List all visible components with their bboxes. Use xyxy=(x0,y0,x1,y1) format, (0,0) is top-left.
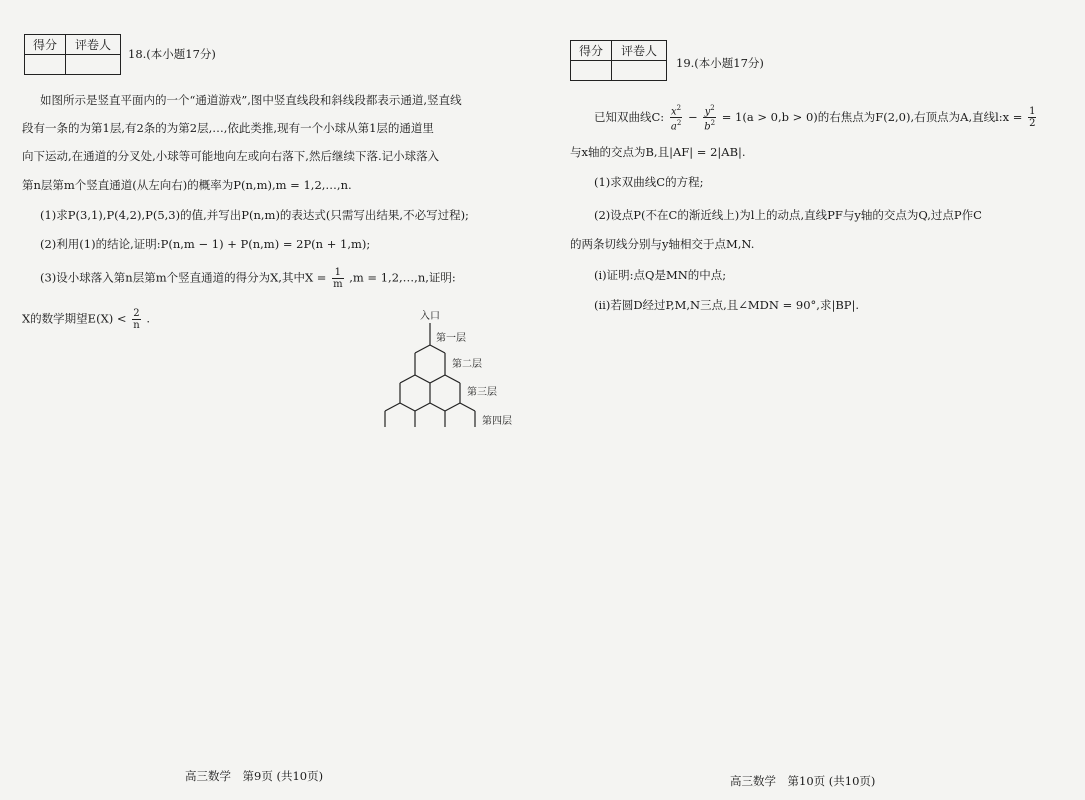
q18-part-3-conclusion xyxy=(22,308,150,331)
q19-part-1: (1)求双曲线C的方程; xyxy=(594,175,704,189)
score-cell xyxy=(25,55,66,75)
q19-intro-text-b: = 1(a > 0,b > 0)的右焦点为F(2,0),右顶点为A,直线l:x = xyxy=(721,109,1023,124)
minus-sign: − xyxy=(687,109,698,124)
q18-part-2: (2)利用(1)的结论,证明:P(n,m − 1) + P(n,m) = 2P(n + 1,m); xyxy=(40,237,371,251)
fraction-denominator: $b^2$ xyxy=(704,119,716,133)
q19-part-2-line-2: 的两条切线分别与y轴相交于点M,N. xyxy=(570,237,755,251)
q19-intro-text-a: 已知双曲线C: xyxy=(594,109,665,124)
q18-part-1: (1)求P(3,1),P(4,2),P(5,3)的值,并写出P(n,m)的表达式(只需写出结果,不必写过程); xyxy=(40,208,469,222)
grader-cell xyxy=(612,61,667,81)
q18-part-3-text-c: X的数学期望E(X) < xyxy=(22,311,127,326)
fraction-2-over-n xyxy=(132,308,140,331)
left-page-footer: 高三数学 第9页 (共10页) xyxy=(185,769,324,783)
grader-header: 评卷人 xyxy=(66,35,121,55)
fraction-numerator: 1 xyxy=(332,267,343,279)
layer-4-label: 第四层 xyxy=(482,416,512,427)
q19-intro-line-1 xyxy=(594,103,1038,133)
fraction-numerator: 2 xyxy=(133,308,140,319)
left-score-table xyxy=(24,34,121,75)
fraction-denominator: 2 xyxy=(1029,118,1036,130)
q18-paragraph-line-2: 段有一条的为第1层,有2条的为第2层,…,依此类推,现有一个小球从第1层的通道里 xyxy=(22,121,434,135)
layer-2-label: 第二层 xyxy=(452,359,482,370)
q19-part-2-i: (ⅰ)证明:点Q是MN的中点; xyxy=(594,268,727,282)
fraction-numerator: $x^2$ xyxy=(671,104,682,118)
right-score-table xyxy=(570,40,667,81)
period: . xyxy=(146,311,150,326)
q18-paragraph-line-1: 如图所示是竖直平面内的一个“通道游戏”,图中竖直线段和斜线段都表示通道,竖直线 xyxy=(40,93,462,107)
layer-3-label: 第三层 xyxy=(467,387,497,398)
fraction-numerator: $y^2$ xyxy=(704,104,715,118)
score-cell xyxy=(571,61,612,81)
score-header: 得分 xyxy=(25,35,66,55)
fraction-1-over-m xyxy=(332,267,343,290)
question-19-title: 19.(本小题17分) xyxy=(676,56,764,70)
q19-intro-line-2: 与x轴的交点为B,且|AF| = 2|AB|. xyxy=(570,145,746,159)
fraction-denominator: n xyxy=(133,320,140,331)
layer-1-label: 第一层 xyxy=(436,333,466,344)
fraction-one-half xyxy=(1028,106,1036,129)
question-18-title: 18.(本小题17分) xyxy=(128,47,216,61)
fraction-x2-over-a2 xyxy=(670,103,682,133)
q19-part-2-ii: (ⅱ)若圆D经过P,M,N三点,且∠MDN = 90°,求|BP|. xyxy=(594,298,860,312)
fraction-numerator: 1 xyxy=(1029,106,1036,118)
grader-header: 评卷人 xyxy=(612,41,667,61)
q18-paragraph-line-3: 向下运动,在通道的分叉处,小球等可能地向左或向右落下,然后继续下落.记小球落入 xyxy=(22,149,440,163)
q18-part-3 xyxy=(40,267,456,290)
fraction-denominator: $a^2$ xyxy=(670,119,682,133)
grader-cell xyxy=(66,55,121,75)
right-page-footer: 高三数学 第10页 (共10页) xyxy=(730,774,876,788)
q18-part-3-text-a: (3)设小球落入第n层第m个竖直通道的得分为X,其中X = xyxy=(40,270,327,285)
q18-part-3-text-b: ,m = 1,2,…,n,证明: xyxy=(349,270,456,285)
fraction-denominator: m xyxy=(333,279,343,290)
entrance-label: 入口 xyxy=(420,311,440,322)
score-header: 得分 xyxy=(571,41,612,61)
q18-paragraph-line-4: 第n层第m个竖直通道(从左向右)的概率为P(n,m),m = 1,2,…,n. xyxy=(22,178,352,192)
channel-game-figure xyxy=(370,305,530,430)
fraction-y2-over-b2 xyxy=(703,103,716,133)
q19-part-2-line-1: (2)设点P(不在C的渐近线上)为l上的动点,直线PF与y轴的交点为Q,过点P作C xyxy=(594,208,982,222)
